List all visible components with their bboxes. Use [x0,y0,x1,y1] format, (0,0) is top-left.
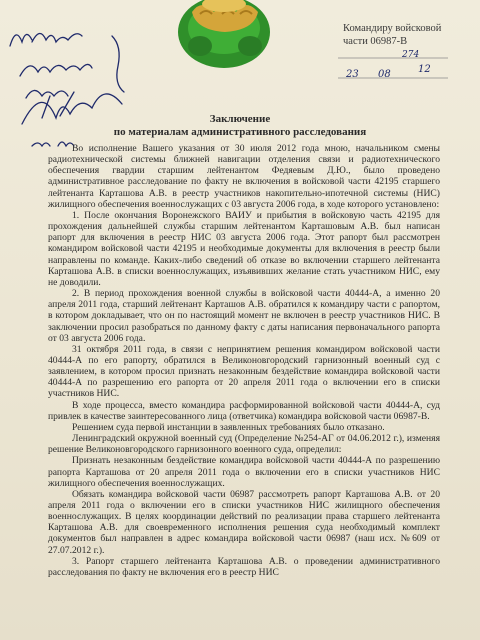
paragraph-court-process: В ходе процесса, вместо командира расформированной войсковой части 40444-А, суд привлек в качестве заинтересованного лица (ответчика) командира войсковой части 06987-В. [48,399,440,422]
paragraph-court-appeal: 31 октября 2011 года, в связи с непринятием решения командиром войсковой части 40444-А по его рапорту, обратился в Великоновгородский гарнизонный военный суд с заявлением, в котором просил признать незаконным бездействие командира войсковой части 40444-А по разрешению его рапорта от 20 апреля 2011 года о включении его в списки участников НИС. [48,343,440,400]
registration-number: 274 [402,50,420,60]
figurine-image [170,0,278,70]
addressee-line-1: Командиру войсковой [343,23,442,34]
addressee-block [343,22,473,48]
paragraph-item-3: 3. Рапорт старшего лейтенанта Карташова А.В. о проведении административного расследования по факту не включения его в реестр НИС [48,555,440,578]
paragraph-intro: Во исполнение Вашего указания от 30 июля 2012 года мною, начальником смены радиотехнической системы ближней навигации отделения связи и радиотехнического обеспечения гвардии старшим лейтенантом Федяевым Д.Ю., было проведено административное расследование по факту не включения в войсковой части 42195 старшего лейтенанта Карташова А.В. в реестр участников накопительно-ипотечной системы (НИС) жилищного обеспечения военнослужащих с 03 августа 2006 года, в ходе которого установлено: [48,143,440,210]
paragraph-first-instance: Решением суда первой инстанции в заявленных требованиях было отказано. [72,421,385,433]
registration-day: 23 [346,69,359,80]
document-title: Заключение [209,113,271,125]
paragraph-item-1: 1. После окончания Воронежского ВАИУ и прибытия в войсковую часть 42195 для прохождения дальнейшей службы старшим лейтенантом Карташовым А.В. был написан рапорт для включения в реестр НИС 03 августа 2006 года. Этот рапорт был рассмотрен командиром войсковой части 42195 и необходимые документы для включения в реестр были направлены по команде. Каких-либо сведений об отказе во включении старшего лейтенанта Карташова А.В. в списки военнослужащих, изъявивших желание стать участником НИС, ему не доводили. [48,209,440,288]
paragraph-ruling-2: Обязать командира войсковой части 06987 рассмотреть рапорт Карташова А.В. от 20 апреля 2011 года о включении его в списки участников НИС жилищного обеспечения военнослужащих. В целях координации действий по реализации права старшего лейтенанта Карташова А.В. для своевременного исполнения решения суда необходимый комплект документов был направлен в адрес командира войсковой части 06987 (наш исх. №609 от 27.07.2012 г.). [48,488,440,556]
paragraph-ruling-1: Признать незаконным бездействие командира войсковой части 40444-А по разрешению рапорта Карташова от 20 апреля 2011 года о включении его в списки участников НИС жилищного обеспечения военнослужащих. [48,455,440,489]
registration-month: 08 [378,69,391,80]
registration-year: 12 [418,64,431,75]
document-body [48,143,440,578]
registration-stamp [336,50,454,90]
document-subtitle: по материалам административного расследования [113,126,367,138]
paragraph-item-2: 2. В период прохождения военной службы в войсковой части 40444-А, а именно 20 апреля 2011 года, старший лейтенант Карташов А.В. обратился к командиру части с рапортом, в котором докладывает, что он по настоящий момент не включен в реестр участников НИС. В заключении просил разобраться по данному факту с даты написания первоначального рапорта от 03 августа 2006 года. [48,288,440,344]
paragraph-district-court: Ленинградский окружной военный суд (Определение №254-АГ от 04.06.2012 г.), изменяя решение Великоновгородского гарнизонного военного суда, определил: [48,433,440,456]
addressee-line-2: части 06987-В [343,36,408,47]
